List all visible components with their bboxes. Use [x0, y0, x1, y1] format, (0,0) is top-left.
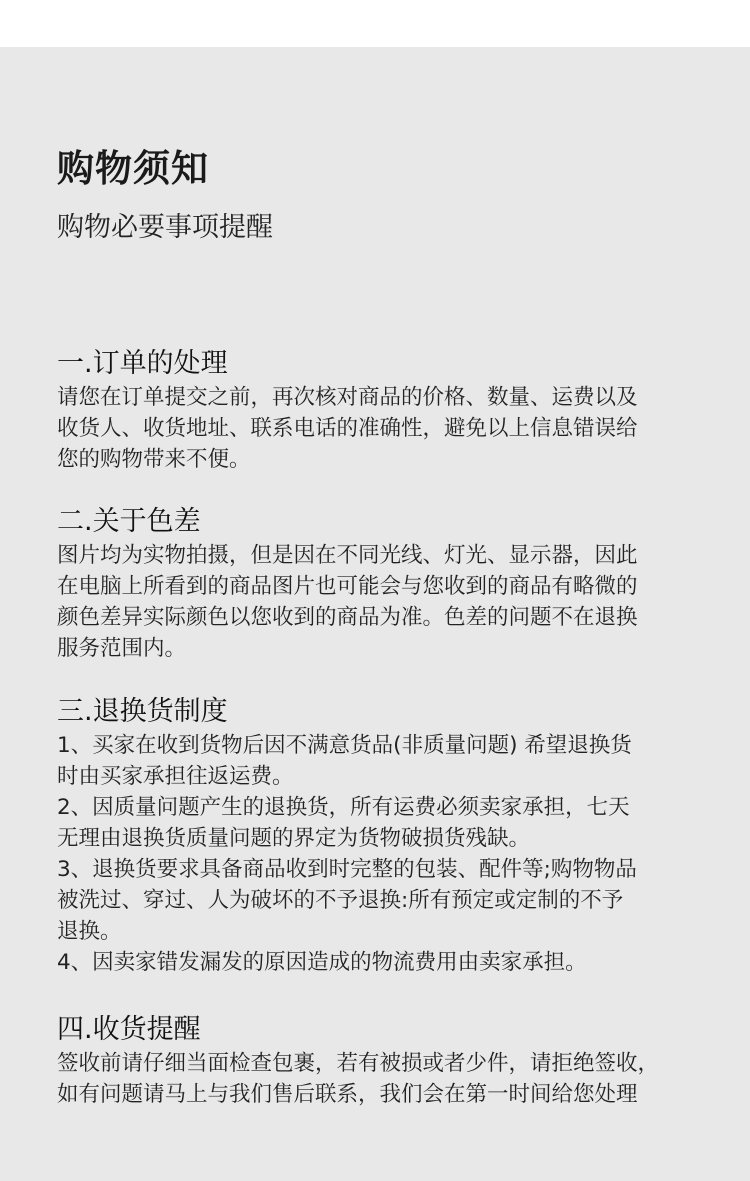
section-body: [57, 730, 637, 978]
section-receipt-reminder: [57, 1013, 659, 1110]
section-line: 3、退换货要求具备商品收到时完整的包装、配件等;购物物品: [57, 857, 637, 882]
section-heading: 四.收货提醒: [57, 1014, 201, 1045]
section-line: 1、买家在收到货物后因不满意货品(非质量问题) 希望退换货: [57, 733, 632, 758]
section-body: [57, 382, 638, 475]
section-line: 4、因卖家错发漏发的原因造成的物流费用由卖家承担。: [57, 950, 587, 975]
page-title: 购物须知: [57, 147, 209, 190]
section-line: 时由买家承担往返运费。: [57, 764, 294, 789]
section-line: 签收前请仔细当面检查包裹，若有被损或者少件，请拒绝签收，: [57, 1051, 660, 1076]
content-panel: [0, 47, 750, 1181]
section-line: 颜色差异实际颜色以您收到的商品为准。色差的问题不在退换: [57, 605, 638, 630]
section-order-processing: [57, 347, 638, 475]
page-subtitle: 购物必要事项提醒: [57, 212, 273, 243]
section-return-policy: [57, 695, 637, 978]
section-line: 服务范围内。: [57, 636, 187, 661]
section-heading: 二.关于色差: [57, 506, 201, 537]
section-body: [57, 540, 638, 664]
section-line: 被洗过、穿过、人为破坏的不予退换:所有预定或定制的不予: [57, 888, 624, 913]
section-line: 退换。: [57, 919, 122, 944]
section-heading: 三.退换货制度: [57, 696, 228, 727]
section-heading: 一.订单的处理: [57, 348, 228, 379]
section-line: 2、因质量问题产生的退换货，所有运费必须卖家承担，七天: [57, 795, 630, 820]
section-line: 如有问题请马上与我们售后联系，我们会在第一时间给您处理: [57, 1082, 638, 1107]
section-line: 请您在订单提交之前，再次核对商品的价格、数量、运费以及: [57, 385, 638, 410]
section-line: 图片均为实物拍摄，但是因在不同光线、灯光、显示器，因此: [57, 543, 638, 568]
section-line: 您的购物带来不便。: [57, 447, 251, 472]
notice-content: [57, 147, 697, 1107]
section-line: 收货人、收货地址、联系电话的准确性，避免以上信息错误给: [57, 416, 638, 441]
section-color-difference: [57, 505, 638, 664]
section-body: [57, 1048, 659, 1110]
section-line: 在电脑上所看到的商品图片也可能会与您收到的商品有略微的: [57, 574, 638, 599]
section-line: 无理由退换货质量问题的界定为货物破损货残缺。: [57, 826, 531, 851]
